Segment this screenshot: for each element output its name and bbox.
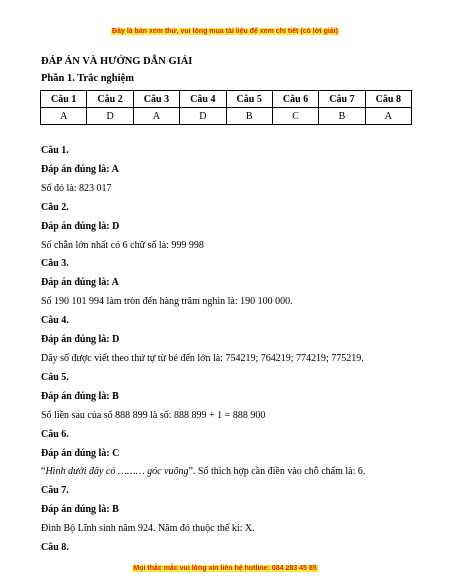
answer-line: Đáp án đúng là: D: [41, 220, 120, 232]
explanation-text: ”. Số thích hợp cần điền vào chỗ chấm là: 6.: [188, 466, 366, 478]
table-cell: C: [272, 108, 318, 125]
table-header-cell: Câu 2: [87, 91, 133, 108]
explanation-line: Số liền sau của số 888 899 là số: 888 899 + 1 = 888 900: [41, 409, 266, 421]
explanation-line: [41, 463, 421, 482]
question-label: Câu 2.: [41, 201, 69, 213]
preview-banner-text: Đây là bản xem thử, vui lòng mua tài liệu để xem chi tiết (có lời giải): [112, 28, 338, 35]
answer-table: [40, 90, 412, 125]
hotline-banner-text: Mọi thắc mắc vui lòng xin liên hệ hotline: 084 283 45 85: [133, 565, 317, 572]
answer-line: Đáp án đúng là: A: [41, 163, 119, 175]
table-header-cell: Câu 5: [226, 91, 272, 108]
table-cell: B: [319, 108, 365, 125]
table-header-cell: Câu 1: [41, 91, 87, 108]
answer-table-row: [41, 108, 412, 125]
table-header-cell: Câu 8: [365, 91, 411, 108]
explanation-line: Đinh Bộ Lĩnh sinh năm 924. Năm đó thuộc thế kỉ: X.: [41, 523, 255, 535]
question-label: Câu 8.: [41, 542, 69, 554]
question-label: Câu 3.: [41, 258, 69, 270]
explanation-line: Số đó là: 823 017: [41, 182, 112, 194]
table-header-cell: Câu 4: [180, 91, 226, 108]
table-header-cell: Câu 6: [272, 91, 318, 108]
answer-line: Đáp án đúng là: B: [41, 390, 119, 402]
table-header-cell: Câu 3: [133, 91, 179, 108]
question-label: Câu 1.: [41, 145, 69, 156]
answer-line: Đáp án đúng là: A: [41, 277, 119, 289]
section-heading: Phần 1. Trắc nghiệm: [41, 73, 134, 84]
explanation-line: Số 190 101 994 làm tròn đến hàng trăm nghìn là: 190 100 000.: [41, 296, 293, 308]
table-cell: A: [41, 108, 87, 125]
quoted-question: Hình dưới đây có ……… góc vuông: [45, 466, 189, 478]
question-label: Câu 6.: [41, 428, 69, 440]
table-cell: A: [133, 108, 179, 125]
question-label: Câu 7.: [41, 485, 69, 497]
hotline-banner: [0, 565, 450, 572]
answer-line: Đáp án đúng là: B: [41, 504, 119, 516]
open-quote: “: [41, 466, 46, 478]
solutions-content: [41, 142, 421, 558]
table-cell: D: [180, 108, 226, 125]
preview-banner: [0, 28, 450, 35]
explanation-line: Dãy số được viết theo thứ tự từ bé đến lớn là: 754219; 764219; 774219; 775219.: [41, 352, 364, 364]
table-header-cell: Câu 7: [319, 91, 365, 108]
table-cell: B: [226, 108, 272, 125]
table-cell: A: [365, 108, 411, 125]
answer-line: Đáp án đúng là: C: [41, 447, 120, 459]
answer-line: Đáp án đúng là: D: [41, 334, 120, 346]
question-label: Câu 5.: [41, 371, 69, 383]
answer-table-header-row: [41, 91, 412, 108]
table-cell: D: [87, 108, 133, 125]
explanation-line: Số chẵn lớn nhất có 6 chữ số là: 999 998: [41, 239, 204, 251]
question-label: Câu 4.: [41, 315, 69, 327]
page-title: ĐÁP ÁN VÀ HƯỚNG DẪN GIẢI: [41, 56, 193, 67]
